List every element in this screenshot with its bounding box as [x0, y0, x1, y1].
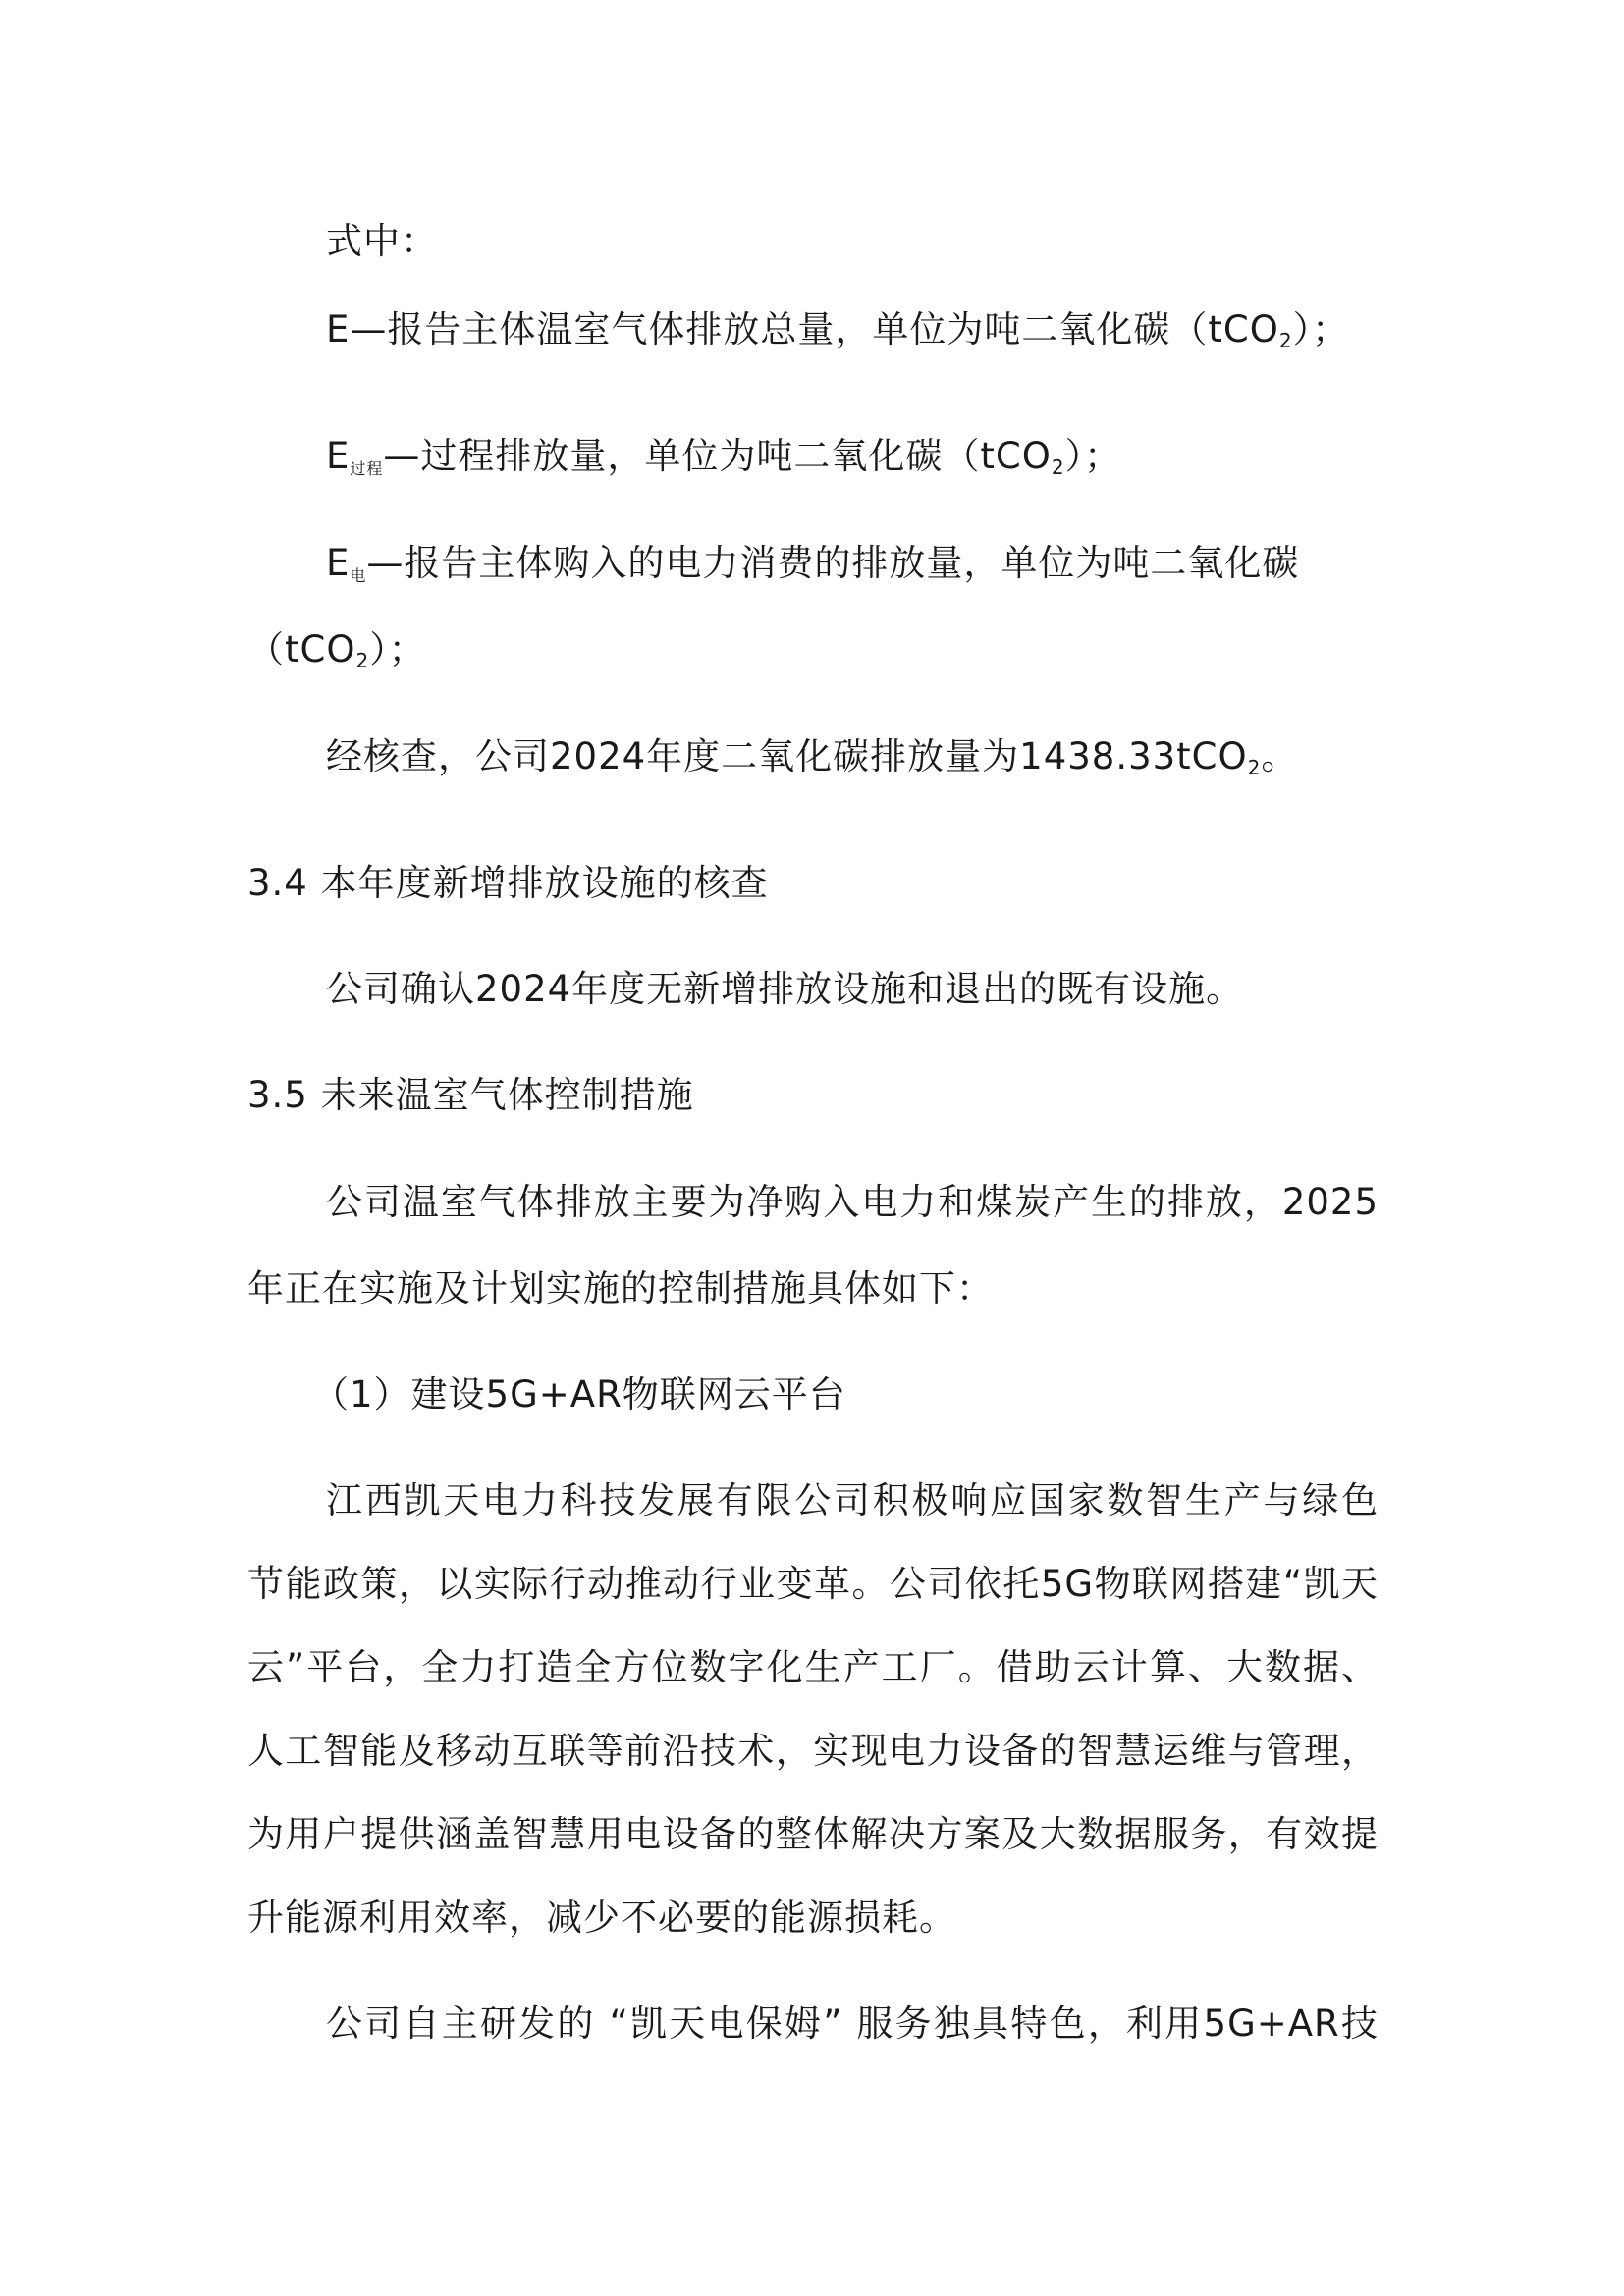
subscript: 2: [1247, 756, 1262, 779]
paragraph-line: 升能源利用效率，减少不必要的能源损耗。: [247, 1896, 956, 1939]
section-heading-3-5: 3.5 未来温室气体控制措施: [247, 1074, 694, 1116]
section-3-5-intro-line2: 年正在实施及计划实施的控制措施具体如下：: [247, 1267, 994, 1309]
paragraph-line: 江西凯天电力科技发展有限公司积极响应国家数智生产与绿色: [326, 1479, 1379, 1522]
definition-e-electricity: [326, 540, 1299, 587]
formula-lead: 式中：: [326, 220, 438, 262]
conclusion-text: 经核查，公司2024年度二氧化碳排放量为1438.33tCO: [326, 735, 1248, 777]
subscript: 2: [1051, 455, 1065, 479]
symbol-subscript: 电: [350, 566, 367, 585]
definition-text: —报告主体购入的电力消费的排放量，单位为吨二氧化碳: [366, 542, 1300, 584]
definition-text: （tCO: [247, 628, 356, 670]
definition-tail: ）；: [1292, 308, 1350, 350]
definition-e-electricity-cont: [247, 626, 426, 673]
symbol-e: E: [326, 308, 351, 350]
definition-text: —过程排放量，单位为吨二氧化碳（tCO: [383, 435, 1052, 477]
measure-item-1-title: （1）建设5G+AR物联网云平台: [312, 1373, 846, 1415]
paragraph-line: 节能政策，以实际行动推动行业变革。公司依托5G物联网搭建“凯天: [247, 1563, 1379, 1605]
symbol-e: E: [326, 435, 351, 477]
definition-text: —报告主体温室气体排放总量，单位为吨二氧化碳（tCO: [350, 308, 1279, 350]
paragraph-line: 云”平台，全力打造全方位数字化生产工厂。借助云计算、大数据、: [247, 1646, 1379, 1688]
definition-tail: ）；: [1064, 435, 1122, 477]
subscript: 2: [355, 649, 370, 672]
definition-e-process: [326, 433, 1121, 480]
section-heading-3-4: 3.4 本年度新增排放设施的核查: [247, 862, 769, 904]
subscript: 2: [1278, 329, 1293, 352]
paragraph-line: 公司自主研发的 “凯天电保姆” 服务独具特色，利用5G+AR技: [326, 2002, 1379, 2045]
section-3-4-body: 公司确认2024年度无新增排放设施和退出的既有设施。: [326, 968, 1244, 1010]
paragraph-line: 为用户提供涵盖智慧用电设备的整体解决方案及大数据服务，有效提: [247, 1813, 1379, 1855]
symbol-e: E: [326, 542, 351, 584]
verification-conclusion: [326, 733, 1298, 780]
definition-tail: ）；: [369, 628, 426, 670]
symbol-subscript: 过程: [350, 459, 384, 478]
section-3-5-intro-line1: 公司温室气体排放主要为净购入电力和煤炭产生的排放，2025: [326, 1181, 1379, 1223]
definition-e-total: [326, 306, 1349, 353]
paragraph-line: 人工智能及移动互联等前沿技术，实现电力设备的智慧运维与管理，: [247, 1730, 1379, 1772]
conclusion-tail: 。: [1261, 735, 1299, 777]
